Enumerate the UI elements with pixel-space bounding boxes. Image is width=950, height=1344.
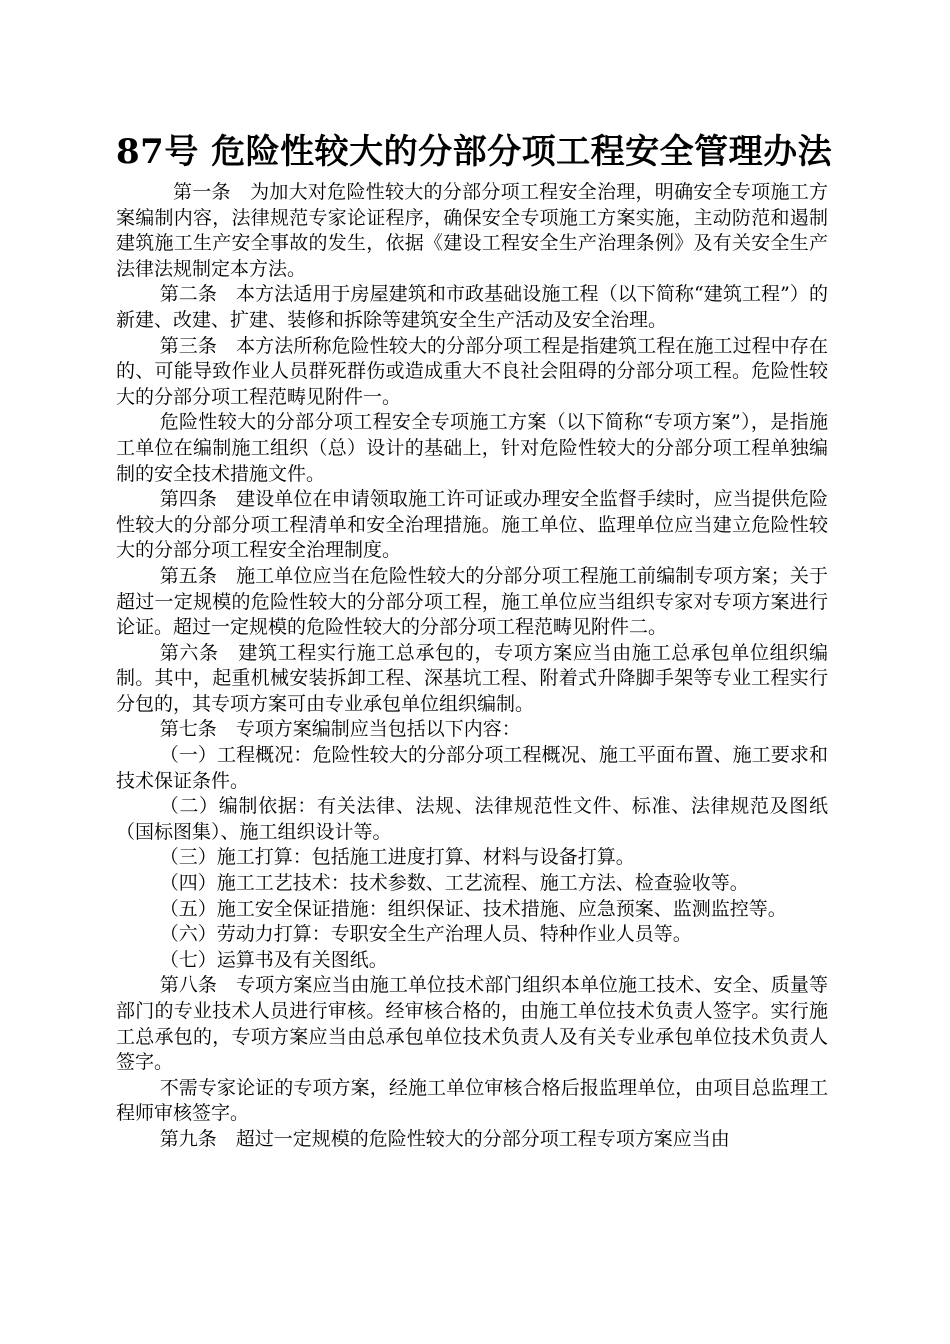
paragraph-article-7: 第七条 专项方案编制应当包括以下内容： bbox=[159, 718, 521, 741]
list-item-2: （二）编制依据：有关法律、法规、法律规范性文件、标准、法律规范及图纸（国标图集）、施工组织设计等。 bbox=[116, 795, 828, 843]
list-item-7: （七）运算书及有关图纸。 bbox=[159, 948, 388, 971]
list-item-3: （三）施工打算：包括施工进度打算、材料与设备打算。 bbox=[159, 846, 635, 869]
document-page bbox=[116, 128, 833, 1153]
paragraph-article-8: 第八条 专项方案应当由施工单位技术部门组织本单位施工技术、安全、质量等部门的专业技术人员进行审核。经审核合格的，由施工单位技术负责人签字。实行施工总承包的，专项方案应当由总承包单位技术负责人及有关专业承包单位技术负责人签字。 bbox=[116, 974, 828, 1074]
list-item-1: （一）工程概况：危险性较大的分部分项工程概况、施工平面布置、施工要求和技术保证条件。 bbox=[116, 744, 828, 792]
paragraph-article-9: 第九条 超过一定规模的危险性较大的分部分项工程专项方案应当由 bbox=[159, 1127, 730, 1150]
paragraph-article-1: 第一条 为加大对危险性较大的分部分项工程安全治理，明确安全专项施工方案编制内容，法律规范专家论证程序，确保安全专项施工方案实施，主动防范和遏制建筑施工生产安全事故的发生，依据《建设工程安全生产治理条例》及有关安全生产法律法规制定本方法。 bbox=[116, 181, 828, 280]
paragraph-supervision-review: 不需专家论证的专项方案，经施工单位审核合格后报监理单位，由项目总监理工程师审核签字。 bbox=[116, 1076, 828, 1125]
paragraph-article-5: 第五条 施工单位应当在危险性较大的分部分项工程施工前编制专项方案；关于超过一定规模的危险性较大的分部分项工程，施工单位应当组织专家对专项方案进行论证。超过一定规模的危险性较大的分部分项工程范畴见附件二。 bbox=[116, 564, 828, 639]
document-title: 87号 危险性较大的分部分项工程安全管理办法 bbox=[116, 132, 833, 172]
list-item-4: （四）施工工艺技术：技术参数、工艺流程、施工方法、检查验收等。 bbox=[159, 872, 749, 895]
paragraph-article-6: 第六条 建筑工程实行施工总承包的，专项方案应当由施工总承包单位组织编制。其中，起重机械安装拆卸工程、深基坑工程、附着式升降脚手架等专业工程实行分包的，其专项方案可由专业承包单位组织编制。 bbox=[116, 641, 828, 715]
paragraph-article-4: 第四条 建设单位在申请领取施工许可证或办理安全监督手续时，应当提供危险性较大的分部分项工程清单和安全治理措施。施工单位、监理单位应当建立危险性较大的分部分项工程安全治理制度。 bbox=[116, 488, 828, 562]
paragraph-special-plan-definition: 危险性较大的分部分项工程安全专项施工方案（以下简称“专项方案”），是指施工单位在编制施工组织（总）设计的基础上，针对危险性较大的分部分项工程单独编制的安全技术措施文件。 bbox=[116, 411, 828, 485]
list-item-5: （五）施工安全保证措施：组织保证、技术措施、应急预案、监测监控等。 bbox=[159, 897, 787, 920]
paragraph-article-3: 第三条 本方法所称危险性较大的分部分项工程是指建筑工程在施工过程中存在的、可能导致作业人员群死群伤或造成重大不良社会阻碍的分部分项工程。危险性较大的分部分项工程范畴见附件一。 bbox=[116, 334, 828, 408]
paragraph-article-2: 第二条 本方法适用于房屋建筑和市政基础设施工程（以下简称“建筑工程”）的新建、改建、扩建、装修和拆除等建筑安全生产活动及安全治理。 bbox=[116, 283, 828, 331]
list-item-6: （六）劳动力打算：专职安全生产治理人员、特种作业人员等。 bbox=[159, 923, 692, 946]
